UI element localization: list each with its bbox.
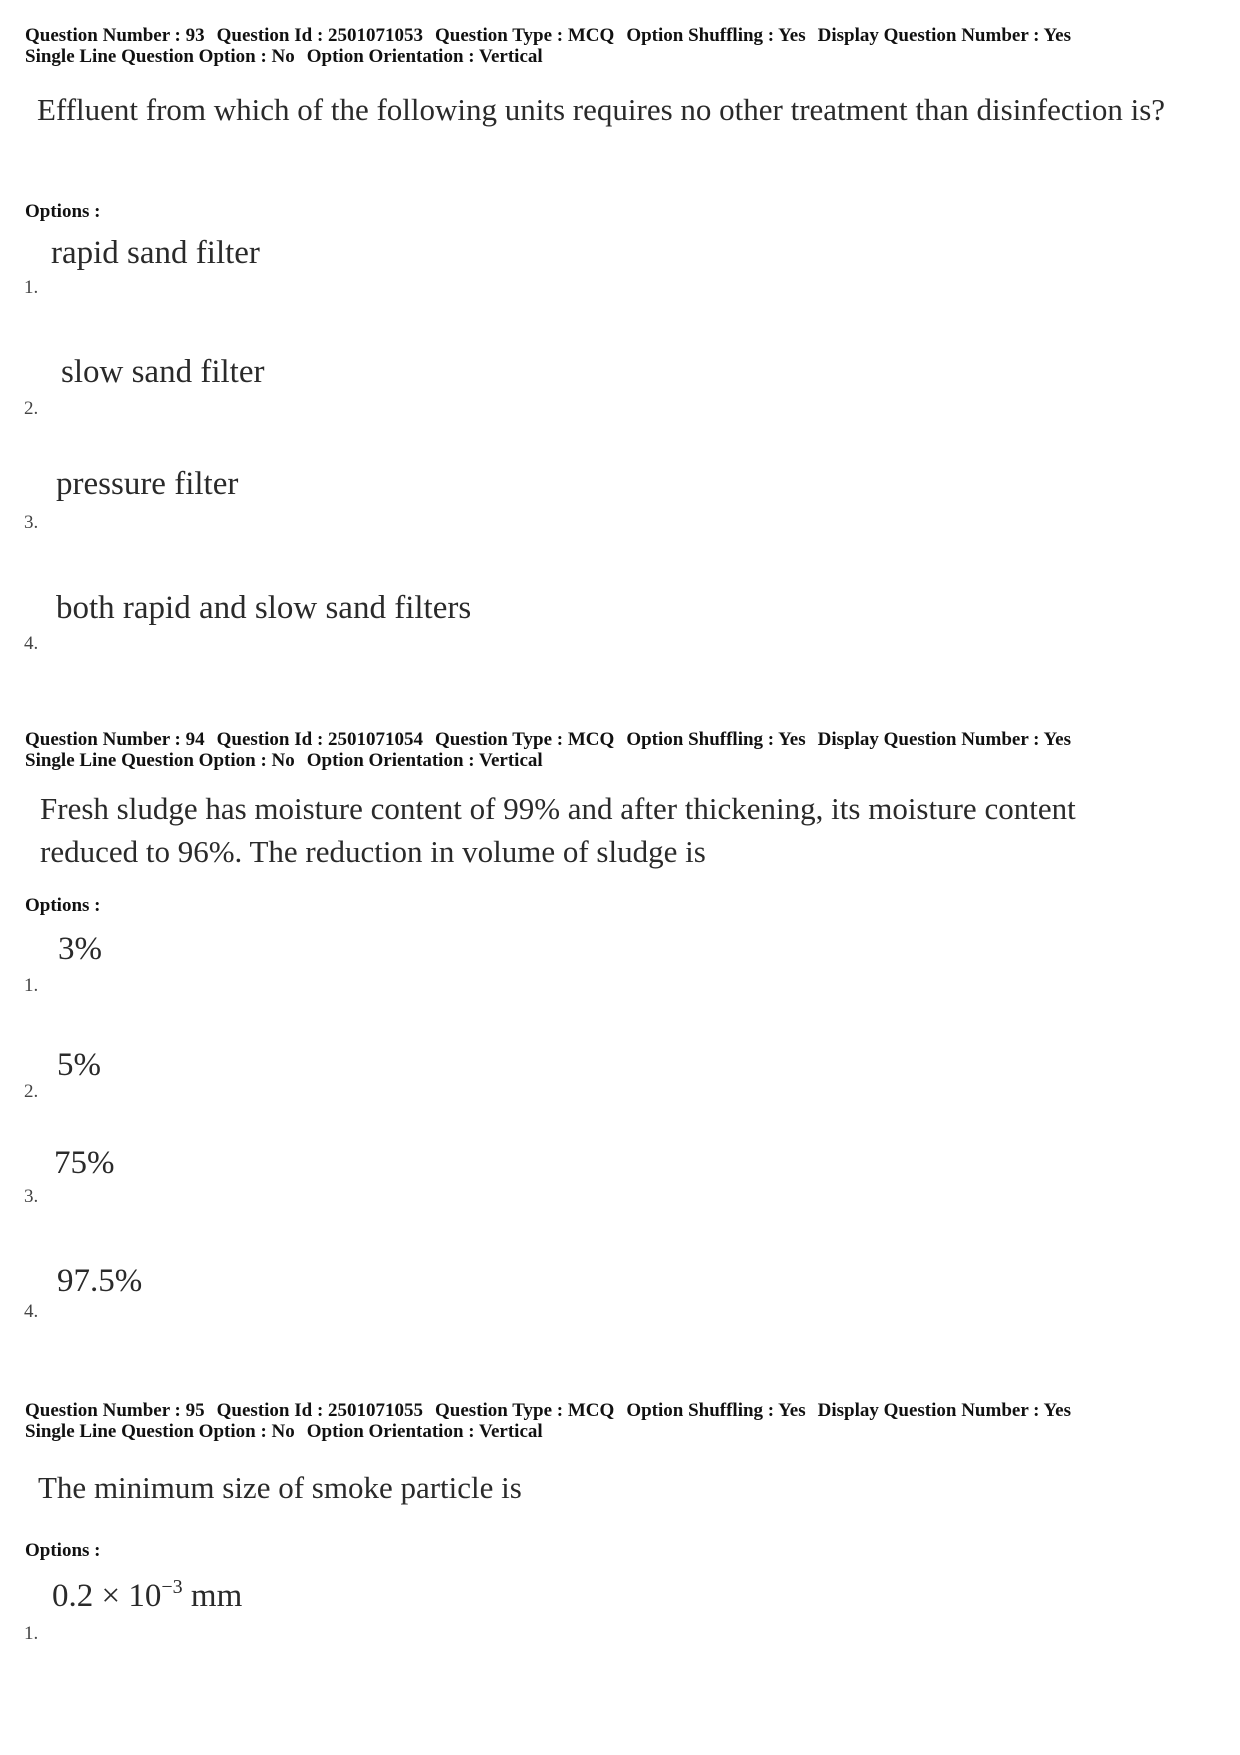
meta-field: Option Orientation : Vertical — [306, 46, 543, 67]
meta-field: Question Id : 2501071053 — [216, 25, 424, 46]
meta-field: Option Shuffling : Yes — [626, 729, 806, 750]
meta-field: Single Line Question Option : No — [25, 1421, 295, 1442]
question-95-text: The minimum size of smoke particle is — [38, 1470, 522, 1505]
meta-field: Question Number : 94 — [25, 729, 205, 750]
meta-field: Question Type : MCQ — [435, 25, 615, 46]
question-94-meta — [25, 729, 1083, 771]
question-93-option-1-text: rapid sand filter — [51, 235, 260, 271]
question-95-options-label: Options : — [25, 1540, 101, 1561]
question-95-option-1-number: 1. — [24, 1623, 39, 1644]
question-93-meta — [25, 25, 1083, 67]
question-93-option-2-number: 2. — [24, 398, 39, 419]
question-94-option-4-text: 97.5% — [57, 1263, 143, 1299]
meta-field: Display Question Number : Yes — [817, 1400, 1071, 1421]
question-93-options-label: Options : — [25, 201, 101, 222]
question-94-option-4-number: 4. — [24, 1301, 39, 1322]
meta-field: Single Line Question Option : No — [25, 46, 295, 67]
question-94-option-1-text: 3% — [58, 931, 102, 967]
question-93-option-1-number: 1. — [24, 277, 39, 298]
question-94-text-line-2: reduced to 96%. The reduction in volume of sludge is — [40, 834, 706, 869]
question-93-option-3-number: 3. — [24, 512, 39, 533]
meta-field: Option Shuffling : Yes — [626, 25, 806, 46]
meta-field: Question Type : MCQ — [435, 729, 615, 750]
question-95-option-1-text — [52, 1578, 242, 1615]
question-94-option-3-text: 75% — [54, 1145, 115, 1181]
question-95-meta — [25, 1400, 1083, 1442]
meta-field: Single Line Question Option : No — [25, 750, 295, 771]
meta-field: Option Shuffling : Yes — [626, 1400, 806, 1421]
question-93-text: Effluent from which of the following units requires no other treatment than disinfection is? — [37, 92, 1166, 127]
question-93-option-2-text: slow sand filter — [61, 354, 265, 390]
question-93-option-4-text: both rapid and slow sand filters — [56, 590, 472, 626]
meta-field: Option Orientation : Vertical — [306, 1421, 543, 1442]
meta-field: Display Question Number : Yes — [817, 729, 1071, 750]
option-unit: mm — [182, 1578, 243, 1614]
question-94-option-1-number: 1. — [24, 975, 39, 996]
option-exponent: −3 — [161, 1576, 183, 1598]
question-94-option-2-text: 5% — [57, 1047, 101, 1083]
question-94-option-2-number: 2. — [24, 1081, 39, 1102]
meta-field: Question Number : 93 — [25, 25, 205, 46]
meta-field: Question Id : 2501071054 — [216, 729, 424, 750]
question-93-option-4-number: 4. — [24, 633, 39, 654]
question-94-options-label: Options : — [25, 895, 101, 916]
option-base: 0.2 × 10 — [52, 1578, 162, 1614]
question-93-option-3-text: pressure filter — [56, 466, 239, 502]
meta-field: Display Question Number : Yes — [817, 25, 1071, 46]
question-94-text-line-1: Fresh sludge has moisture content of 99% and after thickening, its moisture content — [40, 791, 1076, 826]
meta-field: Question Number : 95 — [25, 1400, 205, 1421]
meta-field: Option Orientation : Vertical — [306, 750, 543, 771]
question-94-option-3-number: 3. — [24, 1186, 39, 1207]
meta-field: Question Type : MCQ — [435, 1400, 615, 1421]
meta-field: Question Id : 2501071055 — [216, 1400, 424, 1421]
